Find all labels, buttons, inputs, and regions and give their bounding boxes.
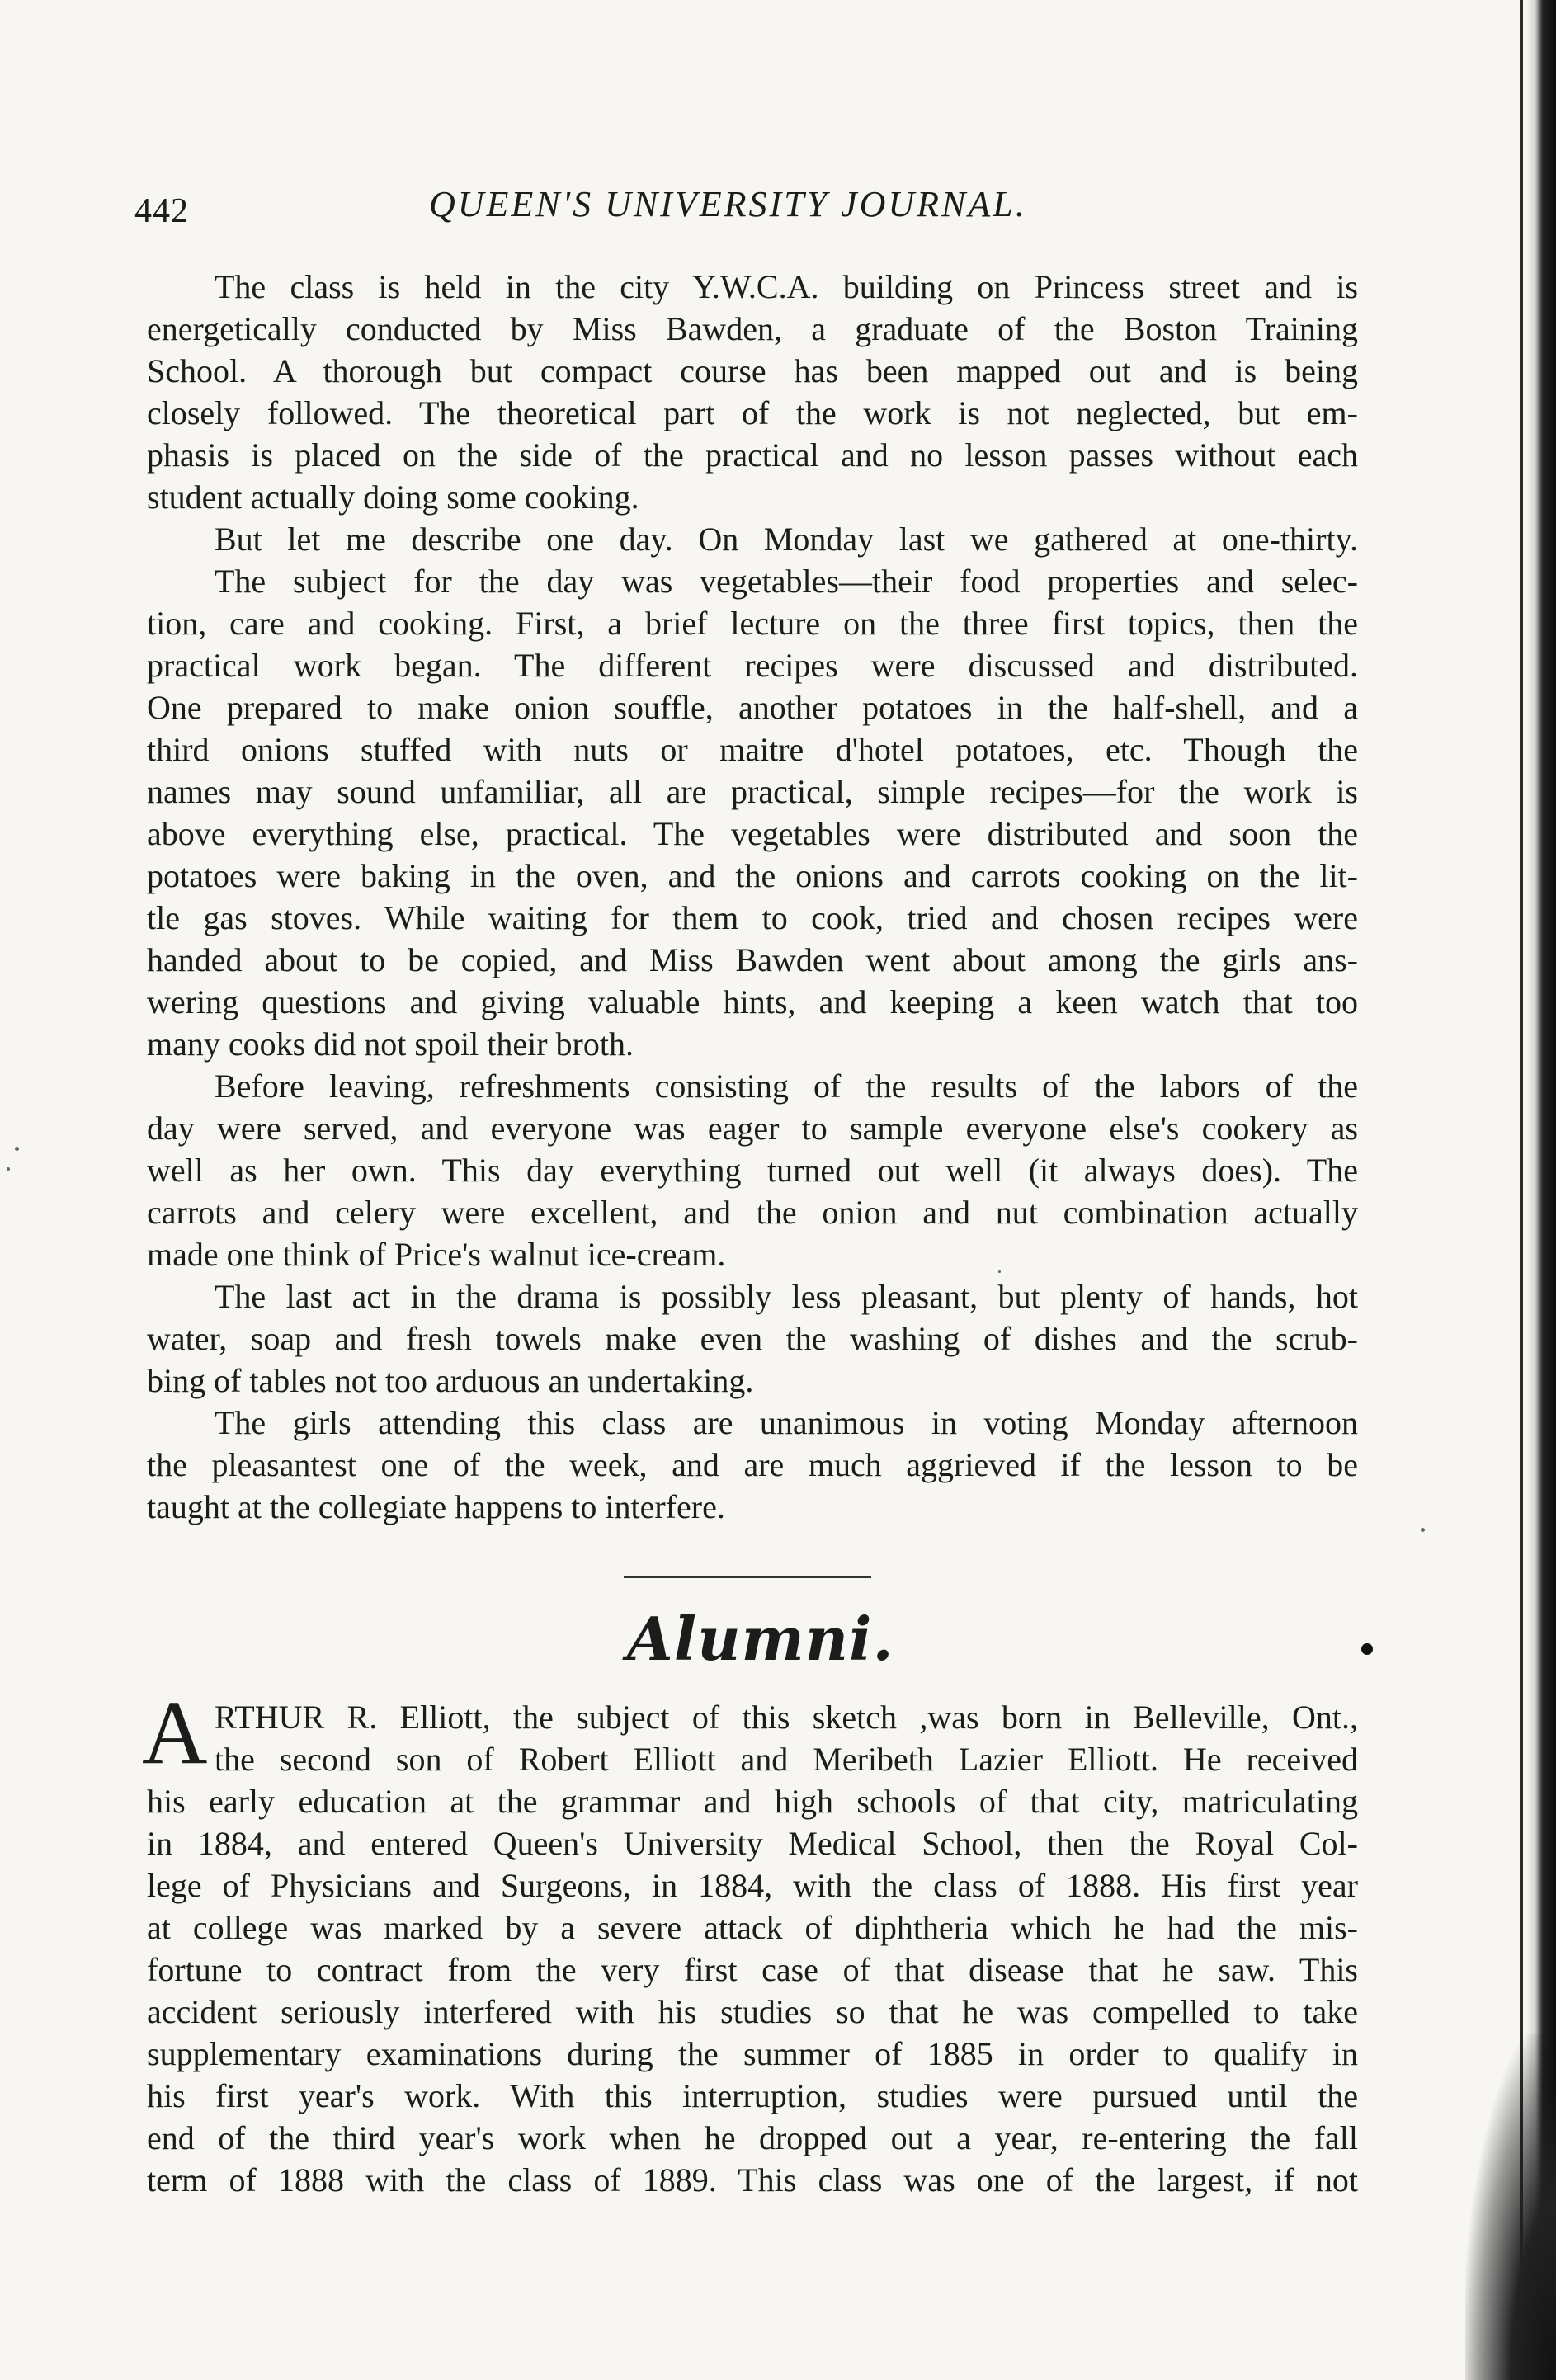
- text-line: the second son of Robert Elliott and Meribeth Lazier Elliott. He received: [215, 1741, 1358, 1778]
- text-line: above everything else, practical. The vegetables were distributed and soon the: [147, 815, 1358, 852]
- text-line: School. A thorough but compact course has been mapped out and is being: [147, 352, 1358, 389]
- text-line: potatoes were baking in the oven, and the onions and carrots cooking on the lit-: [147, 857, 1358, 894]
- text-line: tle gas stoves. While waiting for them to cook, tried and chosen recipes were: [147, 899, 1358, 936]
- text-line: One prepared to make onion souffle, another potatoes in the half-shell, and a: [147, 689, 1358, 726]
- text-line: But let me describe one day. On Monday last we gathered at one-thirty.: [215, 521, 1358, 558]
- scan-speck: [7, 1167, 10, 1171]
- text-line: The last act in the drama is possibly less pleasant, but plenty of hands, hot: [215, 1278, 1358, 1315]
- binding-corner-shadow: [1465, 2034, 1556, 2380]
- page-number: 442: [134, 192, 189, 230]
- scan-speck: [1421, 1528, 1425, 1532]
- text-line: wering questions and giving valuable hints, and keeping a keen watch that too: [147, 983, 1358, 1020]
- binding-edge-rule: [1520, 0, 1523, 2380]
- scan-speck: [998, 1270, 1001, 1273]
- text-line: taught at the collegiate happens to interfere.: [147, 1488, 725, 1525]
- section-divider: [624, 1576, 871, 1578]
- text-line: made one think of Price's walnut ice-cream.: [147, 1236, 726, 1273]
- text-line: his first year's work. With this interruption, studies were pursued until the: [147, 2077, 1358, 2114]
- text-line: lege of Physicians and Surgeons, in 1884, with the class of 1888. His first year: [147, 1867, 1358, 1904]
- scan-speck: [15, 1147, 19, 1151]
- article-cooking-class: [147, 266, 1358, 1528]
- text-line: in 1884, and entered Queen's University Medical School, then the Royal Col-: [147, 1825, 1358, 1862]
- text-line: The class is held in the city Y.W.C.A. building on Princess street and is: [215, 268, 1358, 305]
- text-line: the pleasantest one of the week, and are much aggrieved if the lesson to be: [147, 1446, 1358, 1483]
- text-line: The subject for the day was vegetables—their food properties and selec-: [215, 563, 1358, 600]
- running-head: QUEEN'S UNIVERSITY JOURNAL.: [429, 184, 1027, 224]
- text-line: student actually doing some cooking.: [147, 478, 639, 516]
- binding-edge-shadow: [1526, 0, 1556, 2380]
- text-line: fortune to contract from the very first case of that disease that he saw. This: [147, 1951, 1358, 1988]
- text-line: phasis is placed on the side of the practical and no lesson passes without each: [147, 436, 1358, 474]
- text-line: practical work began. The different recipes were discussed and distributed.: [147, 647, 1358, 684]
- text-line: his early education at the grammar and high schools of that city, matriculating: [147, 1783, 1358, 1820]
- text-line: supplementary examinations during the summer of 1885 in order to qualify in: [147, 2035, 1358, 2072]
- text-line: The girls attending this class are unanimous in voting Monday afternoon: [215, 1404, 1358, 1441]
- text-line: many cooks did not spoil their broth.: [147, 1025, 634, 1063]
- text-line: names may sound unfamiliar, all are practical, simple recipes—for the work is: [147, 773, 1358, 810]
- text-line: end of the third year's work when he dropped out a year, re-entering the fall: [147, 2119, 1358, 2156]
- text-line: third onions stuffed with nuts or maitre d'hotel potatoes, etc. Though the: [147, 731, 1358, 768]
- text-line: carrots and celery were excellent, and the onion and nut combination actually: [147, 1194, 1358, 1231]
- text-line: accident seriously interfered with his studies so that he was compelled to take: [147, 1993, 1358, 2030]
- text-line: closely followed. The theoretical part of the work is not neglected, but em-: [147, 394, 1358, 431]
- article-alumni-elliott: [147, 1696, 1358, 2201]
- section-heading-alumni: Alumni.: [627, 1604, 894, 1674]
- text-line: RTHUR R. Elliott, the subject of this sketch ,was born in Belleville, Ont.,: [215, 1699, 1358, 1736]
- text-line: day were served, and everyone was eager to sample everyone else's cookery as: [147, 1110, 1358, 1147]
- text-line: well as her own. This day everything turned out well (it always does). The: [147, 1152, 1358, 1189]
- text-line: tion, care and cooking. First, a brief lecture on the three first topics, then the: [147, 605, 1358, 642]
- drop-cap: A: [142, 1682, 208, 1783]
- text-line: Before leaving, refreshments consisting of the results of the labors of the: [215, 1067, 1358, 1105]
- text-line: term of 1888 with the class of 1889. This class was one of the largest, if not: [147, 2161, 1358, 2199]
- stray-ink-dot: [1361, 1643, 1373, 1655]
- text-line: at college was marked by a severe attack of diphtheria which he had the mis-: [147, 1909, 1358, 1946]
- text-line: energetically conducted by Miss Bawden, a graduate of the Boston Training: [147, 310, 1358, 347]
- text-line: water, soap and fresh towels make even the washing of dishes and the scrub-: [147, 1320, 1358, 1357]
- text-line: bing of tables not too arduous an undertaking.: [147, 1362, 754, 1399]
- text-line: handed about to be copied, and Miss Bawden went about among the girls ans-: [147, 941, 1358, 978]
